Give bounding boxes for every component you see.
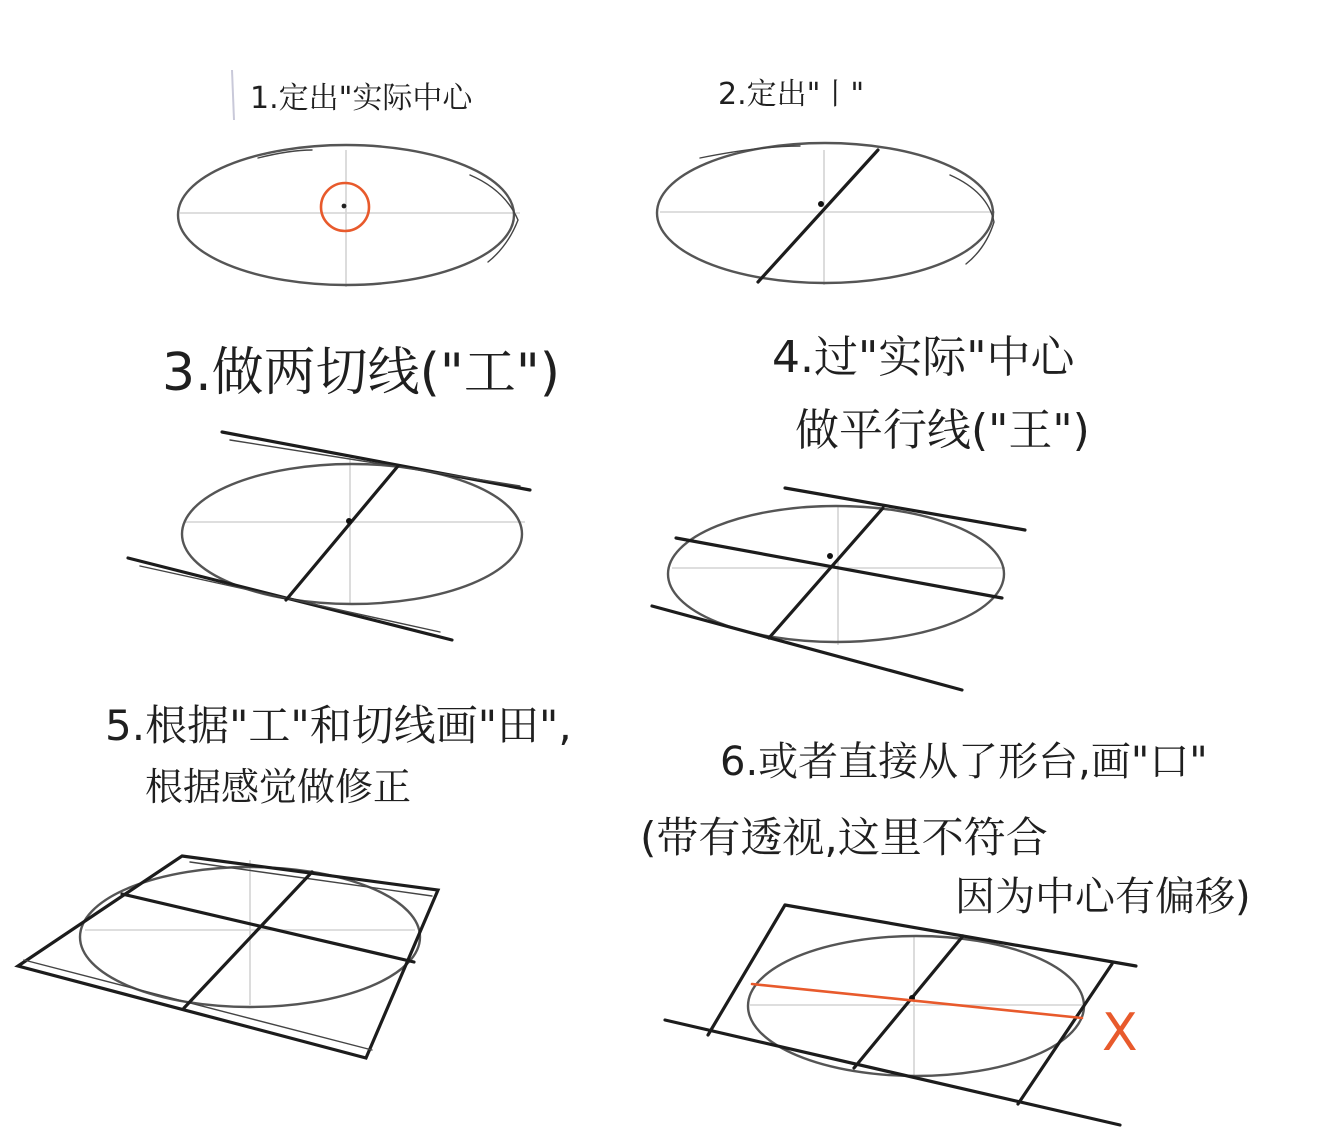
center-dot [827,553,833,559]
center-dot [818,201,824,207]
step-4 [652,332,1090,690]
step-5-label-line2: 根据感觉做修正 [145,765,412,809]
step-4-label-line1: 4.过"实际"中心 [772,332,1075,383]
step-2 [657,77,995,285]
center-dot [346,518,352,524]
step-3-label: 3.做两切线("工") [162,343,561,403]
step-3 [128,343,560,640]
pen-mark [232,70,234,120]
step-6-label-line3: 因为中心有偏移) [955,874,1251,920]
box-edge-right [1018,964,1112,1104]
step-1-label: 1.定出"实际中心 [250,81,473,116]
step-6-label-line2: (带有透视,这里不符合 [640,813,1048,862]
step-6-label-line1: 6.或者直接从了形台,画"口" [720,739,1208,785]
vertical-axis-line [286,466,398,600]
vertical-axis-line [758,150,878,282]
step-6 [640,739,1251,1125]
step-4-label-line2: 做平行线("王") [795,405,1090,456]
actual-center-dot [342,204,347,209]
box-edge-bottom [665,1020,1120,1125]
tangent-line-top [222,432,530,490]
vertical-axis-line [184,872,312,1008]
step-5 [18,701,572,1058]
step-3-ellipse-sketch [128,432,530,640]
step-4-ellipse-sketch [652,488,1025,690]
step-5-ellipse-sketch [18,856,438,1058]
step-5-label-line1: 5.根据"工"和切线画"田", [105,701,572,750]
tangent-line-bottom [652,606,962,690]
vertical-axis-line [854,936,963,1068]
step-1-ellipse-sketch [178,145,520,287]
ellipse [668,506,1004,642]
horizontal-axis-line [122,894,414,962]
step-2-ellipse-sketch [657,143,995,285]
ellipse [657,143,993,283]
incorrect-horizontal-line [752,984,1082,1018]
tian-square-outline [18,856,438,1058]
step-1 [178,70,520,287]
wrong-mark: X [1102,1003,1138,1063]
ellipse [748,936,1084,1076]
step-2-label: 2.定出"丨" [718,77,865,112]
step-6-ellipse-sketch [665,905,1138,1125]
tangent-line-top [785,488,1025,530]
